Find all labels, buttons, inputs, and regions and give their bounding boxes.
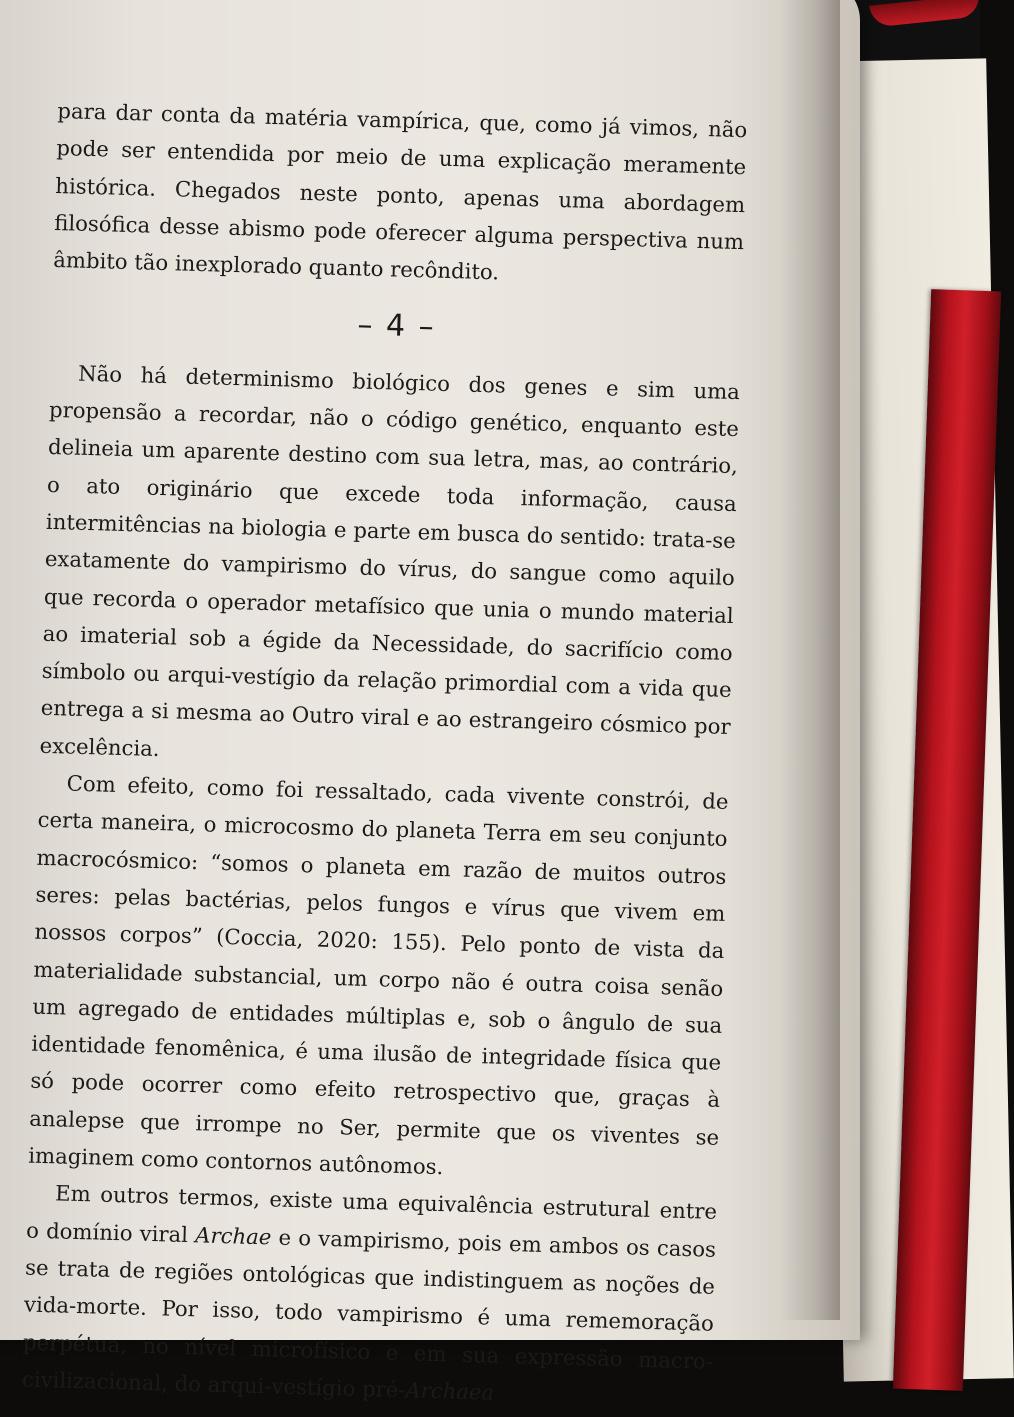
paragraph-3-part-a: Em outros termos, existe uma equivalência estrutural entre o domínio viral [25, 1180, 718, 1247]
paragraph-2: Com efeito, como foi ressaltado, cada vivente constrói, de certa maneira, o microcosmo do planeta Terra em seu conjunto macrocósmico: “somos o planeta em razão de muitos outros seres: pelas bactérias, pelos fungos e vírus que vivem em nossos corpos” (Coccia, 2020: 155). Pelo ponto de vista da materialidade substancial, um corpo não é outra coisa senão um agregado de entidades múltiplas e, sob o ângulo de sua identidade fenomênica, é uma ilusão de integridade física que só pode ocorrer como efeito retrospectivo que, graças à analepse que irrompe no Ser, permite que os viventes se imaginem como contornos autônomos. [27, 770, 729, 1180]
paragraph-3-part-b: e o vampirismo, pois em ambos os casos se trata de regiões ontológicas que indistinguem as noções de vida-morte. Por isso, todo vampirismo é uma rememoração perpétua, no nível microfísico e em sua expressão macro-civilizacional, do arqui-vestígio pré- [21, 1224, 717, 1402]
intro-paragraph: para dar conta da matéria vampírica, que, como já vimos, não pode ser entendida por meio de uma explicação meramente histórica. Chegados neste ponto, apenas uma abordagem filosófica desse abismo pode oferecer alguma perspectiva num âmbito tão inexplorado quanto recôndito. [52, 97, 748, 285]
section-number: – 4 – [357, 307, 437, 346]
page-text [22, 92, 748, 1417]
paragraph-3 [22, 1174, 718, 1417]
page-gutter-shadow [780, 0, 840, 1320]
paragraph-1: Não há determinismo biológico dos genes e sim uma propensão a recordar, não o código genético, enquanto este delineia um aparente destino com sua letra, mas, ao contrário, o ato originário que excede toda informação, causa intermitências na biologia e parte em busca do sentido: trata-se exatamente do vampirismo do vírus, do sangue como aquilo que recorda o operador metafísico que unia o mundo material ao imaterial sob a égide da Necessidade, do sacrifício como símbolo ou arqui-vestígio da relação primordial com a vida que entrega a si mesma ao Outro viral e ao estrangeiro cósmico por excelência. [39, 360, 741, 761]
paragraph-3-italic-archae: Archae [194, 1221, 272, 1250]
ribbon-bookmark-top [869, 0, 981, 28]
paragraph-3-italic-archaea: Archaea [405, 1377, 495, 1405]
